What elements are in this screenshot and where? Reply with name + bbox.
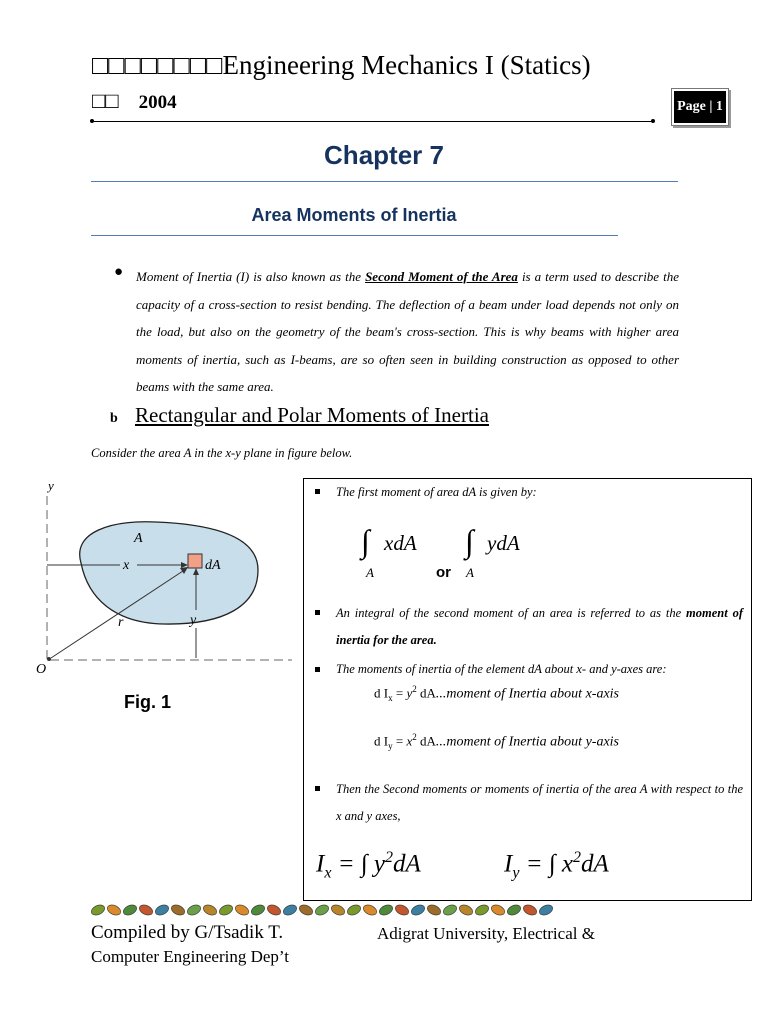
chapter-rule [91, 181, 678, 182]
leaf-icon [122, 903, 138, 917]
footer-university: Adigrat University, Electrical & [377, 924, 595, 943]
final-ix-sub: x [324, 864, 332, 882]
header-rule-dot-right [651, 119, 655, 123]
leaf-icon [106, 903, 122, 917]
leaf-icon [506, 903, 522, 917]
integral-y-dA: ydA [487, 531, 520, 555]
leaf-icon [170, 903, 186, 917]
box-bullet-4 [315, 786, 320, 791]
section-rule [91, 235, 618, 236]
eq-ix-pow: 2 [412, 684, 417, 694]
header-line2-glyphs: □□ [92, 88, 119, 113]
eq-iy-var: x [406, 733, 413, 749]
intro-emphasis: Second Moment of the Area [365, 269, 518, 284]
origin-label: O [36, 662, 47, 674]
eq-iy-lhs: d I [374, 733, 389, 749]
final-ix-dA: dA [393, 850, 421, 878]
final-iy-sub: y [512, 864, 520, 882]
integral-x-dA: xdA [384, 531, 417, 555]
final-ix-equation [316, 849, 421, 882]
leaf-icon [410, 903, 426, 917]
integral-limit-2: A [466, 565, 474, 580]
or-text: or [436, 564, 451, 581]
intro-text-before: Moment of Inertia (I) is also known as the [136, 269, 366, 284]
leaf-icon [330, 903, 346, 917]
leaf-icon [138, 903, 154, 917]
section-title: Area Moments of Inertia [251, 205, 457, 225]
first-moment-text: The first moment of area dA is given by: [336, 485, 537, 499]
x-distance-label: x [123, 558, 130, 573]
leaf-icon [202, 903, 218, 917]
header-rule [92, 121, 654, 122]
header-year: 2004 [138, 92, 177, 113]
eq-ix-lhs: d I [374, 685, 389, 701]
leaf-icon [282, 903, 298, 917]
page-number-text: Page | 1 [674, 91, 726, 123]
leaf-icon [266, 903, 282, 917]
second-moment-text-bold: moment of inertia for the area. [336, 606, 743, 647]
origin-point [47, 657, 51, 661]
box-bullet-3 [315, 667, 320, 672]
element-label: dA [205, 558, 221, 573]
footer-compiled-by: Compiled by G/Tsadik T. [91, 922, 284, 943]
eq-iy [374, 732, 619, 751]
final-ix-lhs: I [316, 850, 325, 878]
eq-iy-equals: = [392, 733, 407, 749]
leaf-pattern [90, 903, 554, 917]
y-axis-label: y [48, 478, 54, 493]
header-title-text: Engineering Mechanics I (Statics) [222, 50, 591, 80]
page-number-badge [671, 88, 729, 126]
leaf-icon [154, 903, 170, 917]
area-moments-text: Then the Second moments or moments of inertia of the area A with respect to the x and y axes, [336, 782, 743, 823]
leaf-icon [458, 903, 474, 917]
subsection-marker: b [110, 411, 118, 426]
integral-limit-1: A [366, 565, 374, 580]
final-iy-equation [504, 849, 609, 882]
element-moments-text: The moments of inertia of the element dA about x- and y-axes are: [336, 662, 667, 676]
eq-iy-dA: dA [416, 733, 436, 749]
leaf-icon [250, 903, 266, 917]
eq-ix-var: y [406, 685, 413, 701]
r-label: r [118, 615, 124, 630]
second-moment-text [336, 600, 743, 654]
header-line2 [92, 88, 177, 114]
leaf-icon [522, 903, 538, 917]
leaf-icon [186, 903, 202, 917]
eq-ix-equals: = [392, 685, 407, 701]
leaf-icon [426, 903, 442, 917]
y-distance-label: y [190, 613, 197, 628]
moment-definitions-box [303, 478, 752, 901]
final-iy-lhs: I [504, 850, 513, 878]
leaf-icon [234, 903, 250, 917]
final-iy-pow: 2 [573, 849, 582, 866]
integral-symbol-2: ∫ [465, 523, 474, 559]
header-title-glyphs: □□□□□□□□ [92, 50, 223, 80]
box-bullet-2 [315, 610, 320, 615]
eq-ix-dA: dA [416, 685, 436, 701]
area-figure [36, 478, 298, 674]
eq-iy-pow: 2 [412, 732, 417, 742]
final-ix-rhs: = ∫ y [331, 850, 386, 878]
footer-department: Computer Engineering Dep’t [91, 947, 289, 966]
leaf-icon [298, 903, 314, 917]
leaf-icon [378, 903, 394, 917]
eq-ix-sub: x [388, 692, 393, 703]
figure-caption: Fig. 1 [124, 692, 172, 712]
leaf-icon [314, 903, 330, 917]
second-moment-text-plain: An integral of the second moment of an area is referred to as the [336, 606, 687, 620]
final-iy-rhs: = ∫ x [519, 850, 574, 878]
eq-ix-desc: ...moment of Inertia about x-axis [435, 686, 619, 702]
intro-bullet: ● [114, 264, 124, 280]
leaf-icon [218, 903, 234, 917]
final-iy-dA: dA [581, 850, 609, 878]
eq-ix [374, 684, 619, 703]
eq-iy-sub: y [388, 740, 393, 751]
subsection-title: Rectangular and Polar Moments of Inertia [135, 403, 489, 427]
leaf-icon [90, 903, 106, 917]
leaf-icon [362, 903, 378, 917]
leaf-icon [394, 903, 410, 917]
integral-symbol-1: ∫ [361, 523, 370, 559]
leaf-icon [490, 903, 506, 917]
area-shape [80, 522, 258, 624]
box-bullet-1 [315, 489, 320, 494]
leaf-icon [538, 903, 554, 917]
chapter-title: Chapter 7 [324, 140, 444, 170]
footer-leaf-border [90, 902, 554, 918]
area-element-dA [188, 554, 202, 568]
leaf-icon [474, 903, 490, 917]
intro-text-after: is a term used to describe the capacity of a cross-section to resist bending. The deflection of a beam under load depends not only on the load, but also on the geometry of the beam's cross-section. This is why beams with higher area moments of inertia, such as I-beams, are so often seen in building construction as opposed to other beams with the same area. [136, 269, 679, 394]
final-ix-pow: 2 [385, 849, 394, 866]
area-label: A [134, 531, 143, 546]
header-title [92, 50, 591, 81]
intro-paragraph [136, 263, 679, 401]
consider-text: Consider the area A in the x-y plane in figure below. [91, 446, 353, 460]
eq-iy-desc: ...moment of Inertia about y-axis [435, 734, 619, 750]
leaf-icon [442, 903, 458, 917]
header-rule-dot-left [90, 119, 94, 123]
leaf-icon [346, 903, 362, 917]
